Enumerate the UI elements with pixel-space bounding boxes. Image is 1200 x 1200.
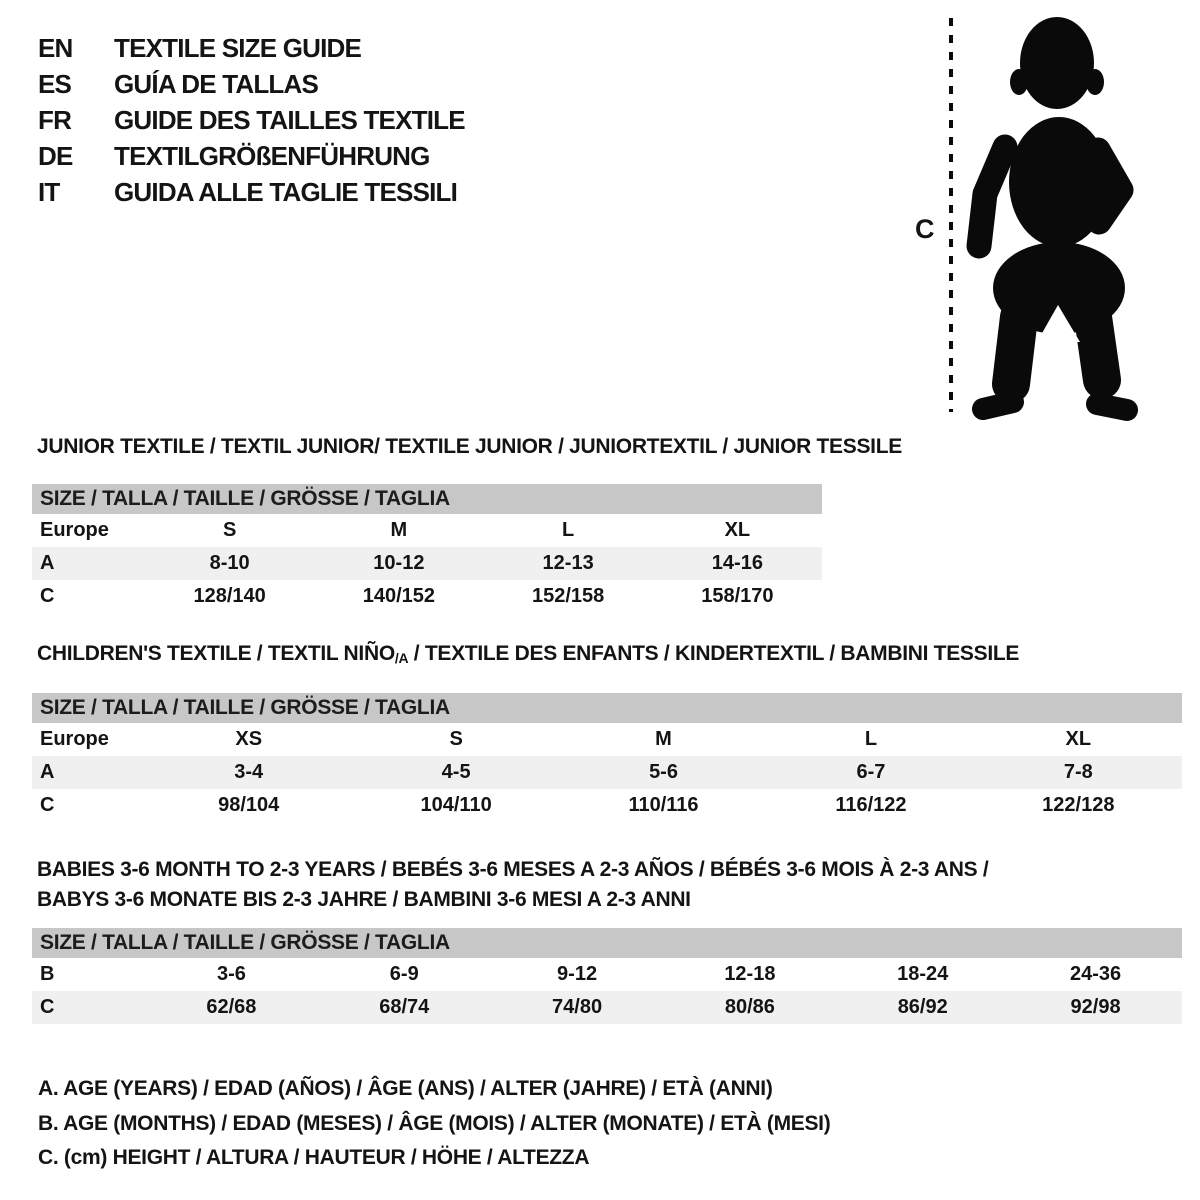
table-cell: 6-9 [389, 963, 419, 985]
row-label: B [40, 963, 55, 985]
table-cell: 152/158 [531, 585, 605, 607]
language-code: DE [38, 141, 73, 171]
language-row [38, 66, 465, 102]
section-childrens-textile [32, 643, 1182, 822]
language-code: IT [38, 177, 60, 207]
table-cell: 9-12 [557, 963, 598, 985]
legend-line-c: C. (cm) HEIGHT / ALTURA / HAUTEUR / HÖHE / ALTEZZA [38, 1146, 590, 1169]
table-cell: 116/122 [835, 794, 907, 816]
table-row [32, 991, 1182, 1024]
size-table [32, 514, 822, 613]
row-label: A [40, 761, 55, 783]
table-cell: 4-5 [441, 761, 471, 783]
row-label: A [40, 552, 55, 574]
table-cell: L [864, 728, 878, 750]
language-list [38, 30, 465, 210]
table-cell: 80/86 [724, 996, 775, 1018]
row-label: Europe [40, 519, 109, 541]
table-cell: 62/68 [206, 996, 257, 1018]
table-cell: 140/152 [362, 585, 436, 607]
table-cell: 14-16 [711, 552, 763, 574]
section-title [32, 643, 1182, 666]
section-title [32, 855, 1182, 915]
table-cell: 128/140 [193, 585, 266, 607]
section-title: JUNIOR TEXTILE / TEXTIL JUNIOR/ TEXTILE JUNIOR / JUNIORTEXTIL / JUNIOR TESSILE [37, 435, 902, 458]
table-cell: M [655, 728, 672, 750]
table-cell: 7-8 [1063, 761, 1093, 783]
language-code: ES [38, 69, 72, 99]
table-cell: 98/104 [218, 794, 280, 816]
table-row [32, 958, 1182, 991]
table-cell: 3-6 [216, 963, 246, 985]
table-cell: L [562, 519, 575, 541]
table-cell: 74/80 [552, 996, 603, 1018]
table-cell: 6-7 [856, 761, 886, 783]
language-row [38, 30, 465, 66]
table-row [32, 580, 822, 613]
section-title-text: / TEXTILE DES ENFANTS / KINDERTEXTIL / BAMBINI TESSILE [408, 642, 1020, 665]
guide-title-fr: GUIDE DES TAILLES TEXTILE [114, 105, 465, 135]
section-title-line1: BABIES 3-6 MONTH TO 2-3 YEARS / BEBÉS 3-6 MESES A 2-3 AÑOS / BÉBÉS 3-6 MOIS À 2-3 ANS / [37, 858, 989, 881]
table-cell: 68/74 [379, 996, 430, 1018]
guide-title-it: GUIDA ALLE TAGLIE TESSILI [114, 177, 458, 207]
table-cell: XL [724, 519, 751, 541]
table-cell: 110/116 [628, 794, 699, 816]
section-title-subscript: /A [394, 650, 409, 666]
table-cell: XL [1065, 728, 1092, 750]
table-row [32, 789, 1182, 822]
table-cell: XS [235, 728, 263, 750]
table-row [32, 723, 1182, 756]
table-cell: 18-24 [897, 963, 949, 985]
table-cell: 92/98 [1070, 996, 1121, 1018]
size-header-bar: SIZE / TALLA / TAILLE / GRÖSSE / TAGLIA [32, 928, 1182, 958]
table-cell: 5-6 [649, 761, 678, 783]
guide-title-es: GUÍA DE TALLAS [114, 69, 319, 99]
table-cell: 158/170 [701, 585, 774, 607]
guide-title-en: TEXTILE SIZE GUIDE [114, 33, 362, 63]
size-header-bar: SIZE / TALLA / TAILLE / GRÖSSE / TAGLIA [32, 693, 1182, 723]
language-row [38, 174, 465, 210]
height-measure-label: C [915, 214, 935, 244]
table-cell: S [222, 519, 237, 541]
row-label: C [40, 585, 55, 607]
toddler-silhouette-icon [935, 12, 1170, 422]
language-code: FR [38, 105, 72, 135]
size-header-bar: SIZE / TALLA / TAILLE / GRÖSSE / TAGLIA [32, 484, 822, 514]
language-code: EN [38, 33, 73, 63]
row-label: Europe [40, 728, 109, 750]
table-cell: M [390, 519, 408, 541]
legend-line-a: A. AGE (YEARS) / EDAD (AÑOS) / ÂGE (ANS) / ALTER (JAHRE) / ETÀ (ANNI) [38, 1077, 773, 1100]
table-cell: 86/92 [897, 996, 948, 1018]
table-cell: 12-18 [724, 963, 776, 985]
row-label: C [40, 794, 55, 816]
language-row [38, 138, 465, 174]
table-row [32, 514, 822, 547]
table-row [32, 756, 1182, 789]
guide-title-de: TEXTILGRÖßENFÜHRUNG [114, 141, 430, 171]
measurement-legend [38, 1072, 830, 1176]
section-junior-textile [32, 435, 902, 613]
section-babies-textile [32, 855, 1182, 1024]
table-cell: 12-13 [542, 552, 594, 574]
section-title-line2: BABYS 3-6 MONATE BIS 2-3 JAHRE / BAMBINI 3-6 MESI A 2-3 ANNI [37, 888, 691, 911]
size-table [32, 958, 1182, 1024]
table-cell: 24-36 [1069, 963, 1122, 985]
table-cell: 104/110 [420, 794, 492, 816]
table-cell: 122/128 [1042, 794, 1115, 816]
table-cell: 8-10 [209, 552, 250, 574]
size-table [32, 723, 1182, 822]
language-row [38, 102, 465, 138]
section-title-text: CHILDREN'S TEXTILE / TEXTIL NIÑO [37, 642, 395, 665]
row-label: C [40, 996, 55, 1018]
table-cell: 10-12 [373, 552, 425, 574]
table-row [32, 547, 822, 580]
legend-line-b: B. AGE (MONTHS) / EDAD (MESES) / ÂGE (MOIS) / ALTER (MONATE) / ETÀ (MESI) [38, 1111, 831, 1135]
table-cell: S [449, 728, 463, 750]
table-cell: 3-4 [234, 761, 264, 783]
